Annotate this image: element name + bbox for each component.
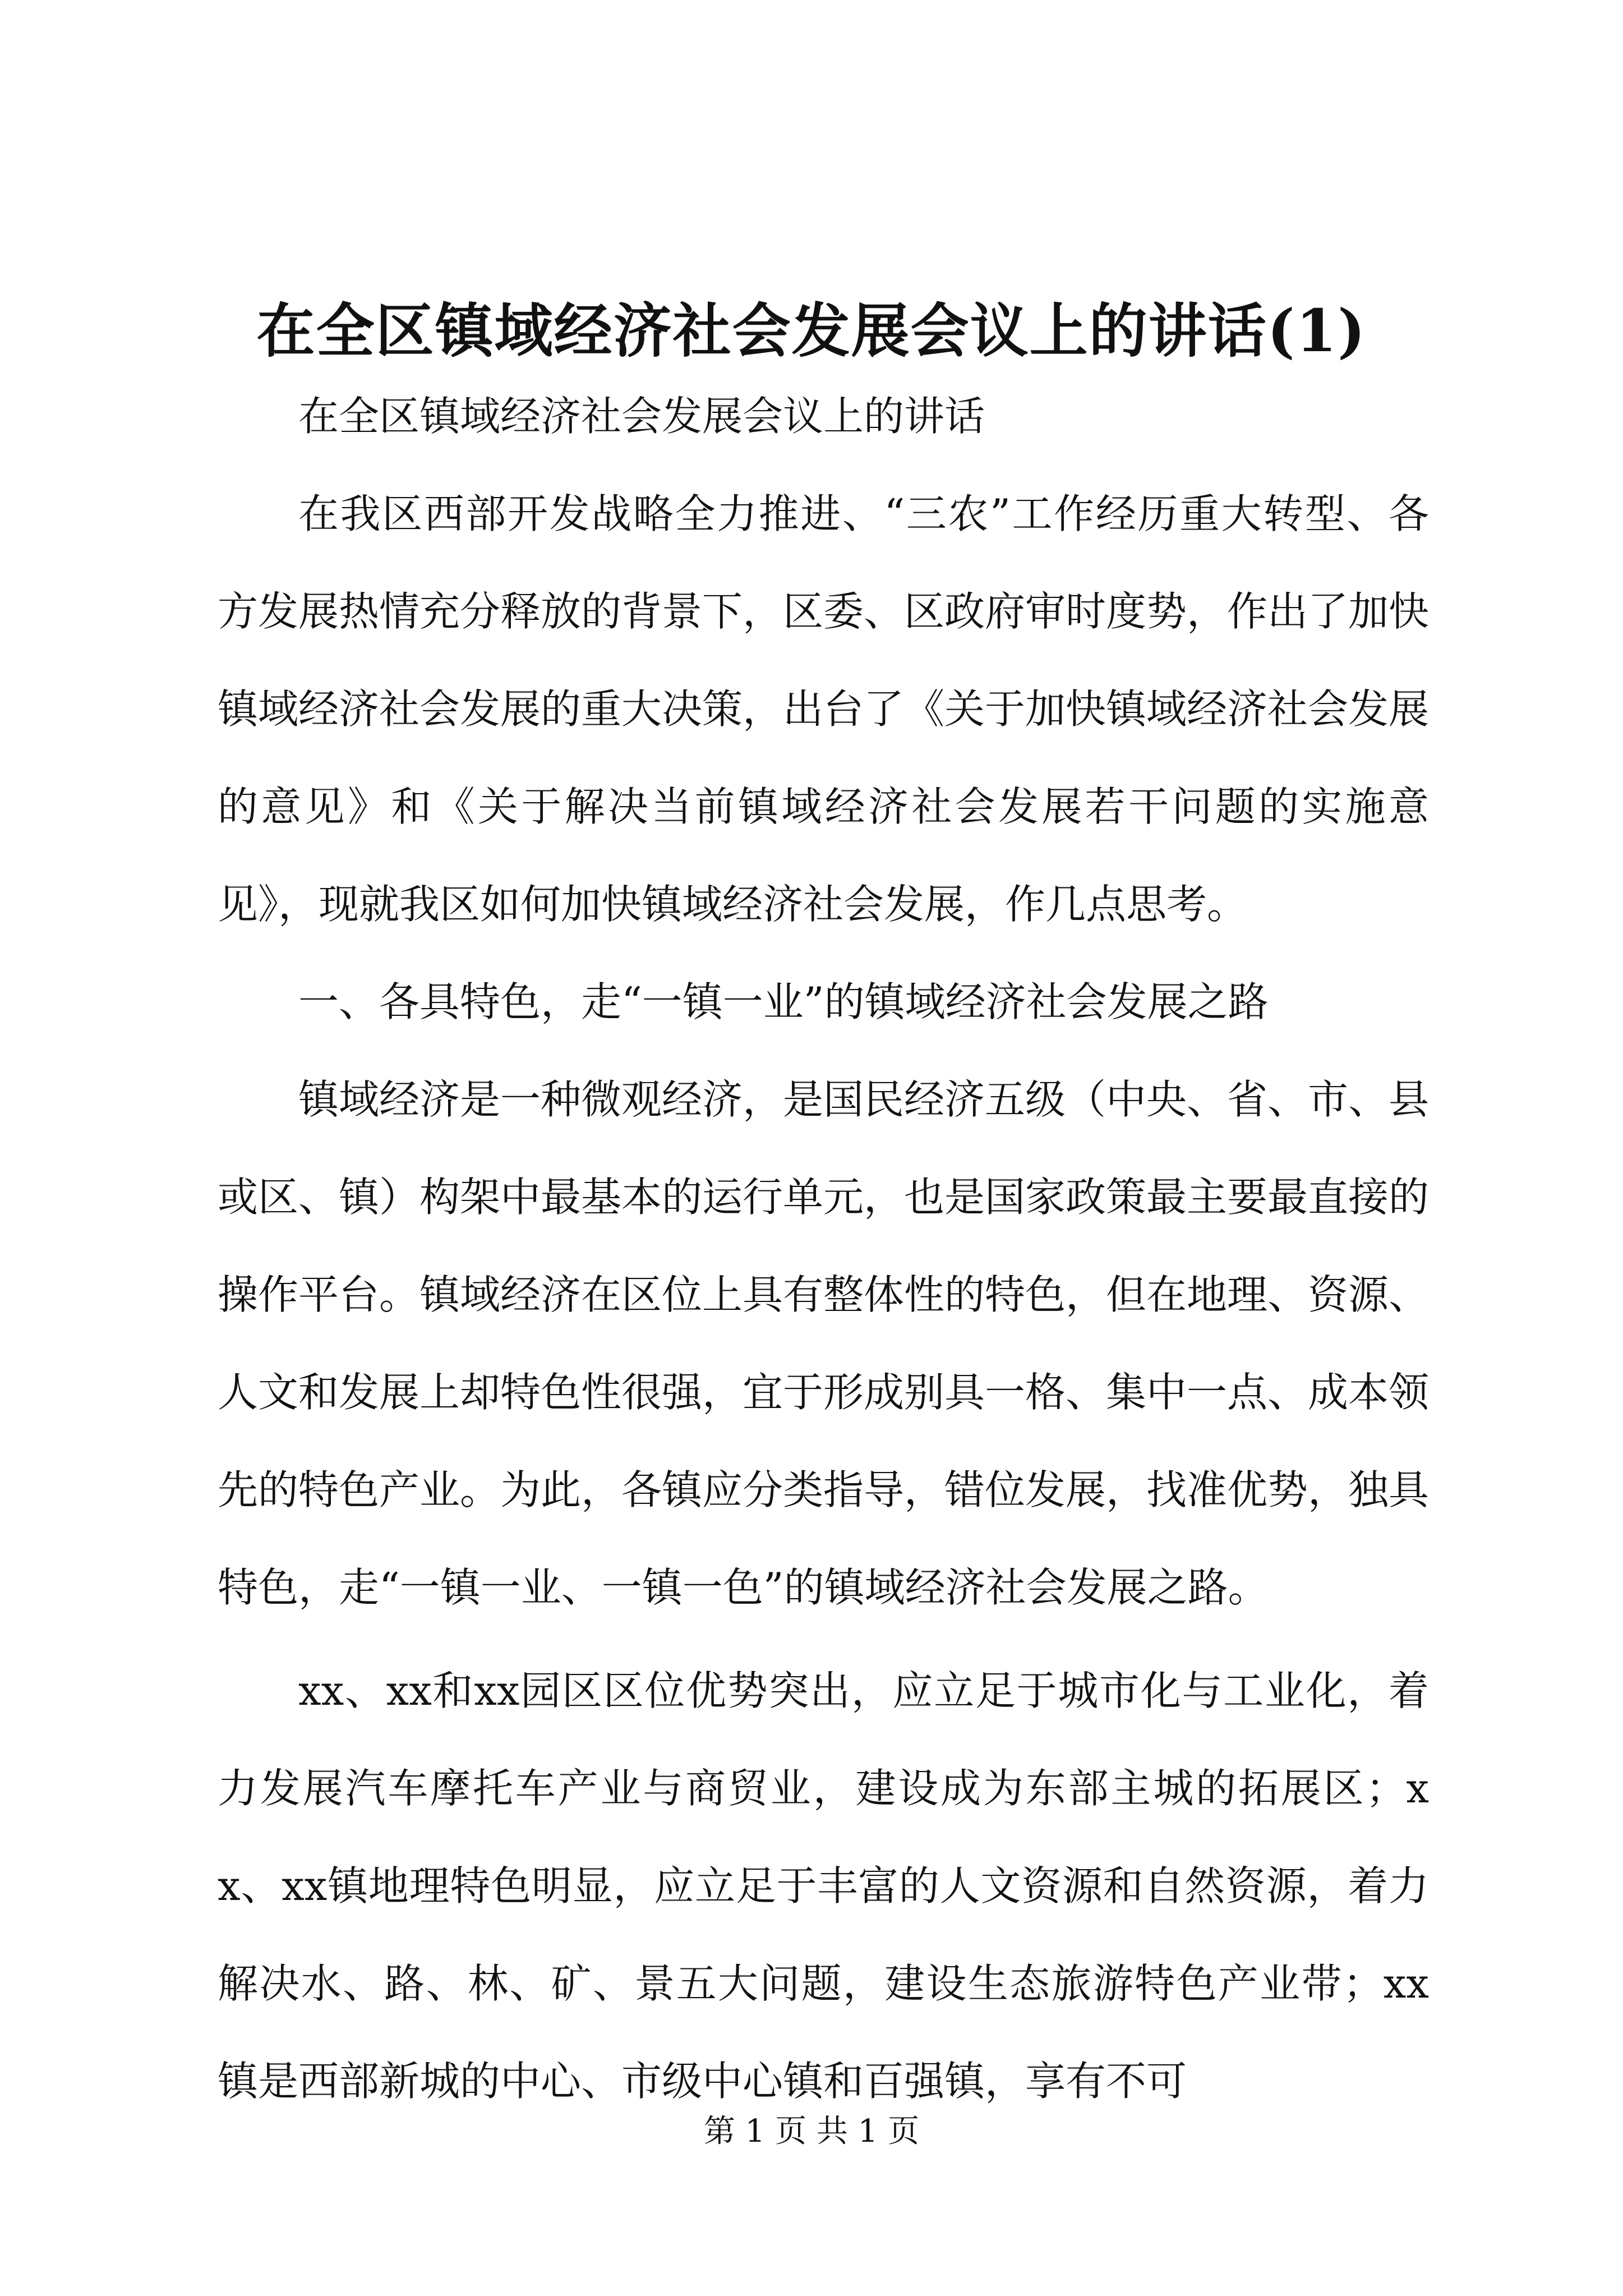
paragraph-subtitle: 在全区镇域经济社会发展会议上的讲话 (298, 393, 985, 440)
page-footer: 第 1 页 共 1 页 (703, 2113, 920, 2150)
document-body (218, 367, 1429, 2130)
section-heading-1: 一、各具特色，走“一镇一业”的镇域经济社会发展之路 (298, 978, 1269, 1025)
document-title: 在全区镇域经济社会发展会议上的讲话(1) (256, 296, 1367, 365)
paragraph-intro: 在我区西部开发战略全力推进、“三农”工作经历重大转型、各方发展热情充分释放的背景下，区委、区政府审时度势，作出了加快镇域经济社会发展的重大决策，出台了《关于加快镇域经济社会发展的意见》和《关于解决当前镇域经济社会发展若干问题的实施意见》，现就我区如何加快镇域经济社会发展，作几点思考。 (218, 490, 1430, 928)
paragraph-town-plans: xx、xx和xx园区区位优势突出，应立足于城市化与工业化，着力发展汽车摩托车产业与商贸业，建设成为东部主城的拓展区；xx、xx镇地理特色明显，应立足于丰富的人文资源和自然资源，着力解决水、路、林、矿、景五大问题，建设生态旅游特色产业带；xx镇是西部新城的中心、市级中心镇和百强镇，享有不可 (218, 1667, 1429, 2105)
paragraph-town-economy: 镇域经济是一种微观经济，是国民经济五级（中央、省、市、县或区、镇）构架中最基本的运行单元，也是国家政策最主要最直接的操作平台。镇域经济在区位上具有整体性的特色，但在地理、资源、人文和发展上却特色性很强，宜于形成别具一格、集中一点、成本领先的特色产业。为此，各镇应分类指导，错位发展，找准优势，独具特色，走“一镇一业、一镇一色”的镇域经济社会发展之路。 (218, 1076, 1430, 1611)
